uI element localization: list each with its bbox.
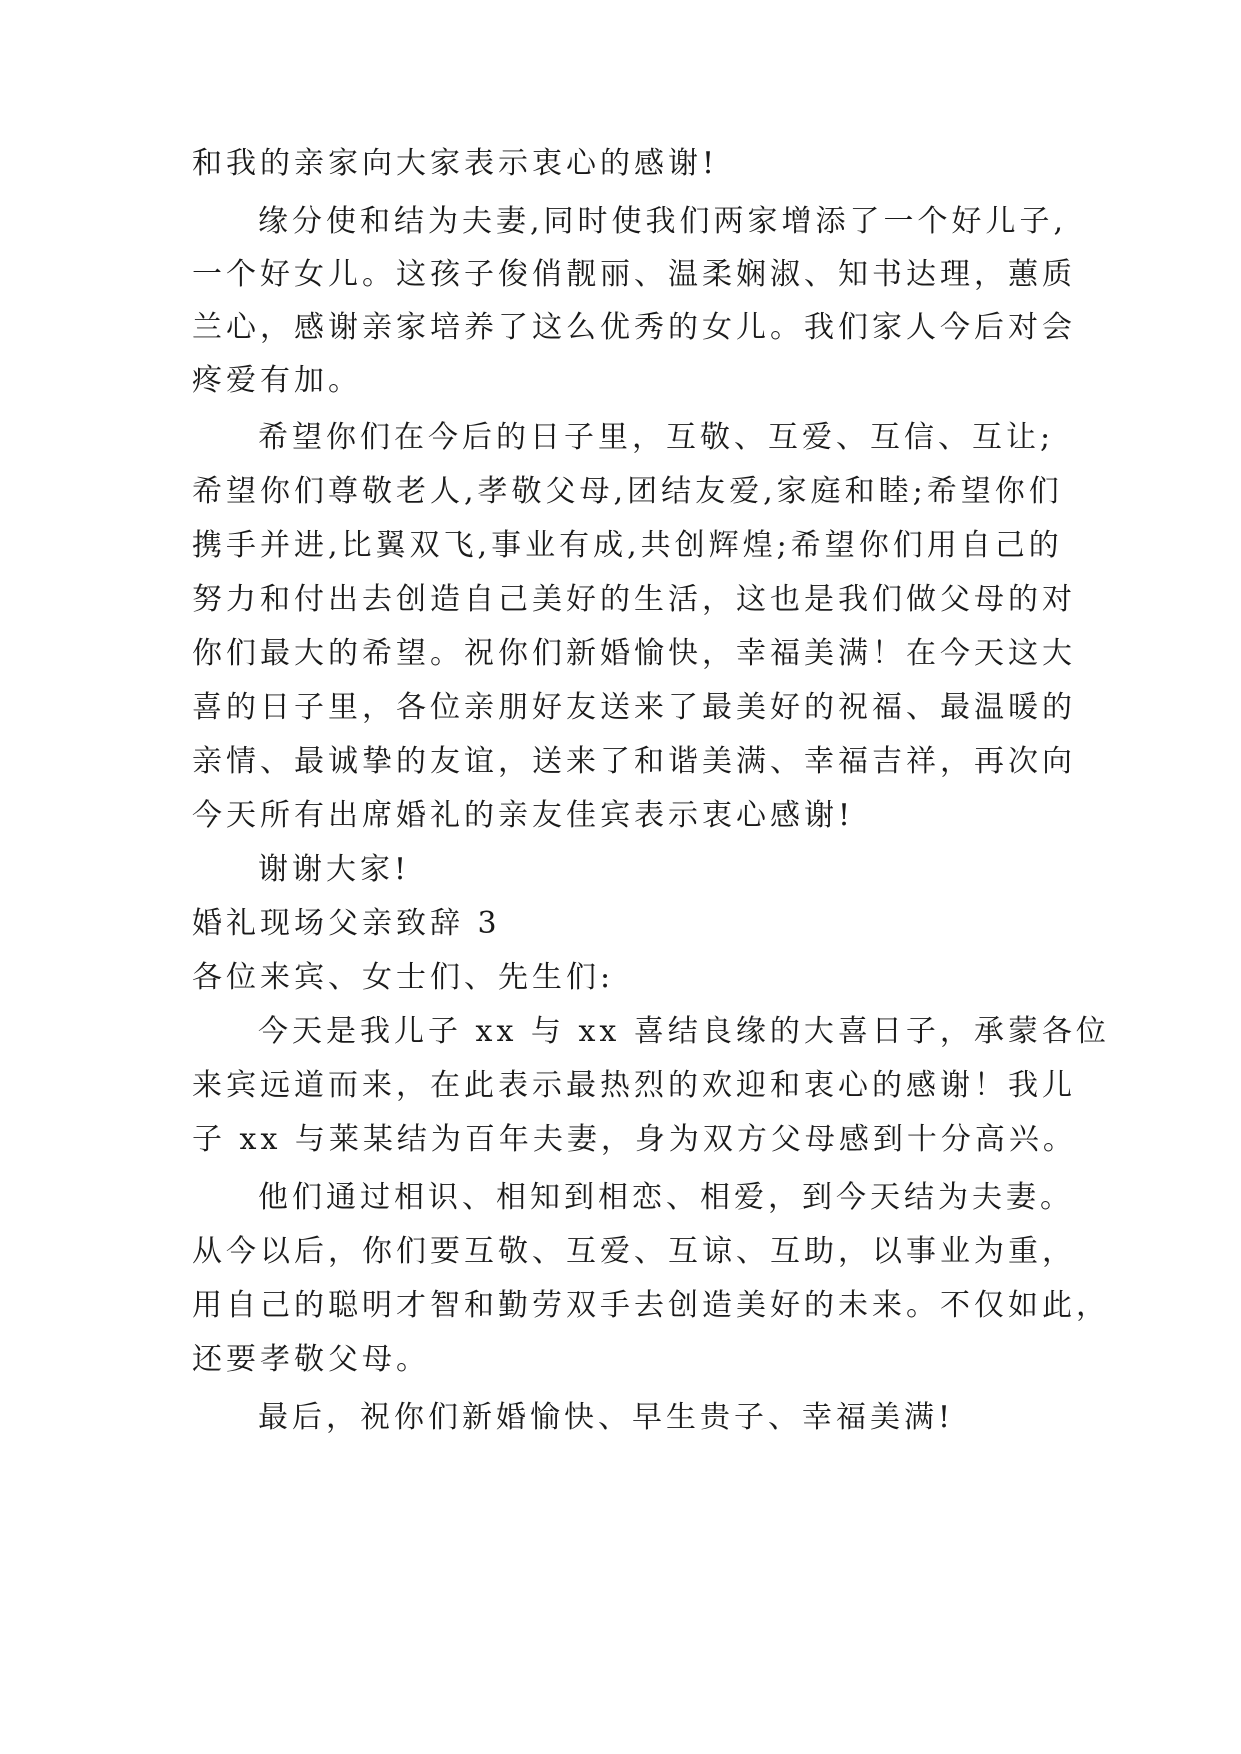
body-line: 亲情、最诚挚的友谊，送来了和谐美满、幸福吉祥，再次向	[192, 744, 1076, 779]
section-heading: 婚礼现场父亲致辞 3	[192, 906, 501, 941]
body-line: 子 xx 与莱某结为百年夫妻，身为双方父母感到十分高兴。	[192, 1122, 1077, 1157]
body-line: 来宾远道而来，在此表示最热烈的欢迎和衷心的感谢！我儿	[192, 1068, 1076, 1103]
paragraph-first-line: 缘分使和结为夫妻,同时使我们两家增添了一个好儿子,	[258, 204, 1068, 239]
salutation-line: 各位来宾、女士们、先生们:	[192, 960, 615, 995]
paragraph-first-line: 他们通过相识、相知到相恋、相爱，到今天结为夫妻。	[258, 1180, 1074, 1215]
body-line: 一个好女儿。这孩子俊俏靓丽、温柔娴淑、知书达理，蕙质	[192, 257, 1076, 292]
body-line: 你们最大的希望。祝你们新婚愉快，幸福美满！在今天这大	[192, 636, 1076, 671]
body-line: 努力和付出去创造自己美好的生活，这也是我们做父母的对	[192, 582, 1076, 617]
closing-line: 谢谢大家!	[258, 852, 411, 887]
paragraph-first-line: 今天是我儿子 xx 与 xx 喜结良缘的大喜日子，承蒙各位	[258, 1014, 1110, 1049]
body-line: 今天所有出席婚礼的亲友佳宾表示衷心感谢!	[192, 798, 855, 833]
body-line: 疼爱有加。	[192, 363, 362, 398]
body-line: 从今以后，你们要互敬、互爱、互谅、互助，以事业为重，	[192, 1234, 1076, 1269]
body-line: 兰心，感谢亲家培养了这么优秀的女儿。我们家人今后对会	[192, 310, 1076, 345]
paragraph-first-line: 最后，祝你们新婚愉快、早生贵子、幸福美满!	[258, 1400, 955, 1435]
body-line: 喜的日子里，各位亲朋好友送来了最美好的祝福、最温暖的	[192, 690, 1076, 725]
body-line: 携手并进,比翼双飞,事业有成,共创辉煌;希望你们用自己的	[192, 528, 1063, 563]
body-line: 用自己的聪明才智和勤劳双手去创造美好的未来。不仅如此，	[192, 1288, 1110, 1323]
paragraph-first-line: 希望你们在今后的日子里，互敬、互爱、互信、互让;	[258, 420, 1055, 455]
body-line: 还要孝敬父母。	[192, 1342, 430, 1377]
body-line: 和我的亲家向大家表示衷心的感谢!	[192, 146, 719, 181]
body-line: 希望你们尊敬老人,孝敬父母,团结友爱,家庭和睦;希望你们	[192, 474, 1063, 509]
